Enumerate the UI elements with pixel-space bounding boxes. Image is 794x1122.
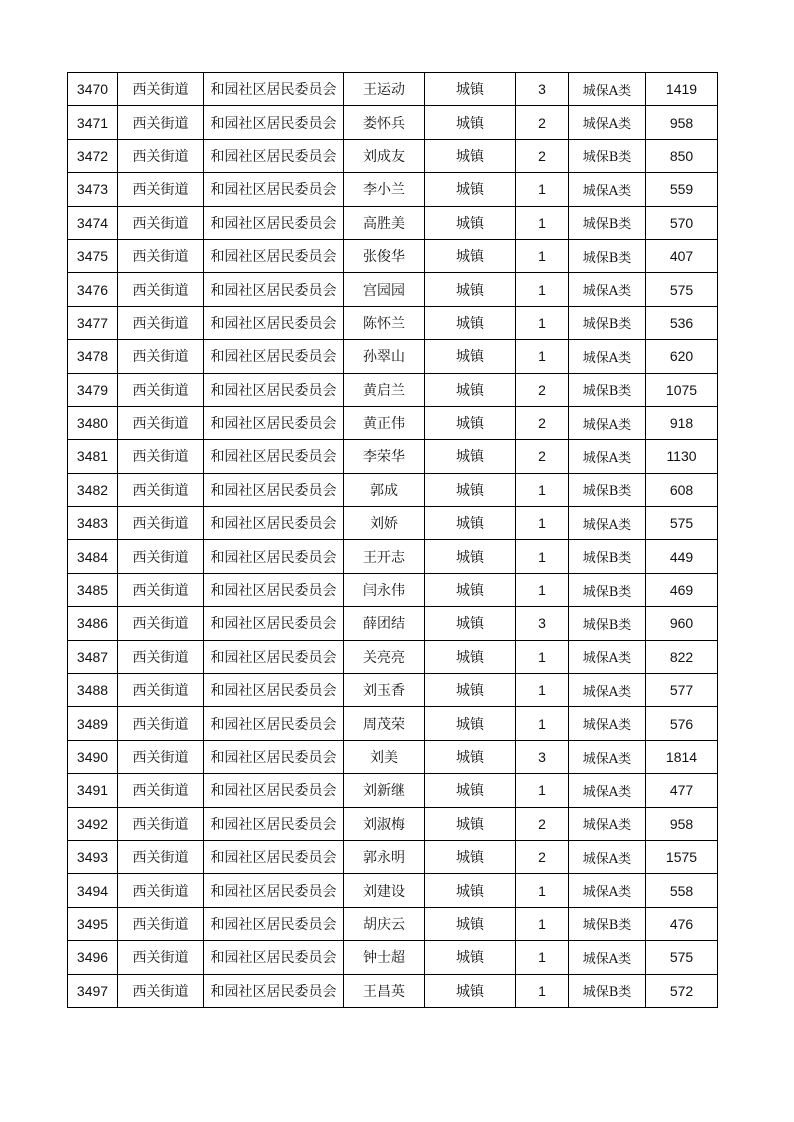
- cell-id: 3480: [68, 406, 118, 439]
- cell-street: 西关街道: [118, 340, 204, 373]
- cell-category: 城保A类: [569, 640, 646, 673]
- cell-id: 3493: [68, 840, 118, 873]
- cell-count: 1: [516, 907, 569, 940]
- table-row: [68, 273, 718, 306]
- cell-name: 郭永明: [344, 840, 425, 873]
- cell-street: 西关街道: [118, 173, 204, 206]
- cell-area: 城镇: [425, 974, 516, 1007]
- table-row: [68, 239, 718, 272]
- table-row: [68, 206, 718, 239]
- cell-committee: 和园社区居民委员会: [204, 941, 344, 974]
- cell-area: 城镇: [425, 573, 516, 606]
- cell-category: 城保A类: [569, 273, 646, 306]
- cell-id: 3481: [68, 440, 118, 473]
- cell-committee: 和园社区居民委员会: [204, 106, 344, 139]
- cell-street: 西关街道: [118, 239, 204, 272]
- cell-count: 1: [516, 573, 569, 606]
- table-row: [68, 373, 718, 406]
- cell-street: 西关街道: [118, 807, 204, 840]
- cell-name: 刘娇: [344, 507, 425, 540]
- cell-name: 宫园园: [344, 273, 425, 306]
- cell-id: 3496: [68, 941, 118, 974]
- cell-amount: 1575: [646, 840, 718, 873]
- cell-area: 城镇: [425, 273, 516, 306]
- cell-count: 3: [516, 740, 569, 773]
- cell-id: 3475: [68, 239, 118, 272]
- cell-area: 城镇: [425, 406, 516, 439]
- cell-committee: 和园社区居民委员会: [204, 640, 344, 673]
- cell-amount: 850: [646, 139, 718, 172]
- cell-category: 城保A类: [569, 674, 646, 707]
- cell-amount: 576: [646, 707, 718, 740]
- cell-category: 城保B类: [569, 974, 646, 1007]
- cell-amount: 575: [646, 273, 718, 306]
- cell-area: 城镇: [425, 774, 516, 807]
- table-row: [68, 874, 718, 907]
- cell-area: 城镇: [425, 807, 516, 840]
- cell-amount: 1419: [646, 73, 718, 106]
- table-row: [68, 139, 718, 172]
- cell-category: 城保B类: [569, 206, 646, 239]
- cell-category: 城保B类: [569, 907, 646, 940]
- cell-name: 钟士超: [344, 941, 425, 974]
- cell-count: 2: [516, 840, 569, 873]
- cell-area: 城镇: [425, 507, 516, 540]
- cell-name: 王开志: [344, 540, 425, 573]
- cell-category: 城保A类: [569, 941, 646, 974]
- cell-amount: 575: [646, 507, 718, 540]
- cell-category: 城保B类: [569, 373, 646, 406]
- cell-name: 刘成友: [344, 139, 425, 172]
- cell-name: 黄正伟: [344, 406, 425, 439]
- cell-amount: 1130: [646, 440, 718, 473]
- cell-category: 城保A类: [569, 507, 646, 540]
- cell-amount: 958: [646, 106, 718, 139]
- cell-amount: 620: [646, 340, 718, 373]
- cell-area: 城镇: [425, 306, 516, 339]
- cell-count: 1: [516, 707, 569, 740]
- cell-name: 关亮亮: [344, 640, 425, 673]
- cell-name: 胡庆云: [344, 907, 425, 940]
- cell-id: 3478: [68, 340, 118, 373]
- cell-id: 3476: [68, 273, 118, 306]
- cell-name: 刘建设: [344, 874, 425, 907]
- cell-name: 李小兰: [344, 173, 425, 206]
- cell-committee: 和园社区居民委员会: [204, 440, 344, 473]
- cell-id: 3494: [68, 874, 118, 907]
- table-row: [68, 941, 718, 974]
- cell-count: 1: [516, 674, 569, 707]
- cell-amount: 958: [646, 807, 718, 840]
- cell-area: 城镇: [425, 840, 516, 873]
- table-row: [68, 540, 718, 573]
- cell-committee: 和园社区居民委员会: [204, 139, 344, 172]
- table-row: [68, 674, 718, 707]
- cell-id: 3470: [68, 73, 118, 106]
- cell-committee: 和园社区居民委员会: [204, 573, 344, 606]
- cell-amount: 558: [646, 874, 718, 907]
- cell-amount: 960: [646, 607, 718, 640]
- cell-committee: 和园社区居民委员会: [204, 239, 344, 272]
- cell-committee: 和园社区居民委员会: [204, 774, 344, 807]
- cell-name: 李荣华: [344, 440, 425, 473]
- cell-street: 西关街道: [118, 707, 204, 740]
- cell-name: 刘玉香: [344, 674, 425, 707]
- table-row: [68, 907, 718, 940]
- cell-id: 3473: [68, 173, 118, 206]
- cell-street: 西关街道: [118, 273, 204, 306]
- cell-area: 城镇: [425, 473, 516, 506]
- cell-area: 城镇: [425, 73, 516, 106]
- table-row: [68, 974, 718, 1007]
- cell-area: 城镇: [425, 139, 516, 172]
- cell-committee: 和园社区居民委员会: [204, 273, 344, 306]
- cell-street: 西关街道: [118, 640, 204, 673]
- cell-id: 3479: [68, 373, 118, 406]
- cell-committee: 和园社区居民委员会: [204, 807, 344, 840]
- records-table: [67, 72, 718, 1008]
- cell-area: 城镇: [425, 640, 516, 673]
- cell-count: 2: [516, 373, 569, 406]
- cell-name: 王昌英: [344, 974, 425, 1007]
- cell-count: 1: [516, 206, 569, 239]
- table-body: [68, 73, 718, 1008]
- cell-area: 城镇: [425, 239, 516, 272]
- cell-id: 3482: [68, 473, 118, 506]
- cell-name: 闫永伟: [344, 573, 425, 606]
- cell-amount: 536: [646, 306, 718, 339]
- cell-name: 孙翠山: [344, 340, 425, 373]
- cell-committee: 和园社区居民委员会: [204, 840, 344, 873]
- cell-committee: 和园社区居民委员会: [204, 73, 344, 106]
- cell-area: 城镇: [425, 373, 516, 406]
- cell-name: 薛团结: [344, 607, 425, 640]
- cell-category: 城保B类: [569, 139, 646, 172]
- cell-street: 西关街道: [118, 874, 204, 907]
- cell-area: 城镇: [425, 106, 516, 139]
- cell-count: 2: [516, 139, 569, 172]
- cell-category: 城保A类: [569, 340, 646, 373]
- table-row: [68, 573, 718, 606]
- cell-street: 西关街道: [118, 740, 204, 773]
- cell-committee: 和园社区居民委员会: [204, 740, 344, 773]
- table-row: [68, 840, 718, 873]
- cell-street: 西关街道: [118, 974, 204, 1007]
- cell-count: 1: [516, 974, 569, 1007]
- cell-count: 2: [516, 406, 569, 439]
- cell-count: 1: [516, 874, 569, 907]
- cell-area: 城镇: [425, 874, 516, 907]
- cell-area: 城镇: [425, 707, 516, 740]
- table-row: [68, 774, 718, 807]
- table-row: [68, 707, 718, 740]
- cell-name: 张俊华: [344, 239, 425, 272]
- table-row: [68, 340, 718, 373]
- cell-id: 3472: [68, 139, 118, 172]
- cell-committee: 和园社区居民委员会: [204, 173, 344, 206]
- cell-id: 3489: [68, 707, 118, 740]
- table-row: [68, 106, 718, 139]
- cell-area: 城镇: [425, 607, 516, 640]
- cell-street: 西关街道: [118, 840, 204, 873]
- cell-area: 城镇: [425, 540, 516, 573]
- cell-amount: 822: [646, 640, 718, 673]
- cell-amount: 559: [646, 173, 718, 206]
- cell-count: 1: [516, 941, 569, 974]
- cell-count: 2: [516, 106, 569, 139]
- cell-area: 城镇: [425, 440, 516, 473]
- cell-count: 1: [516, 273, 569, 306]
- cell-street: 西关街道: [118, 674, 204, 707]
- cell-count: 3: [516, 607, 569, 640]
- cell-name: 刘淑梅: [344, 807, 425, 840]
- cell-count: 3: [516, 73, 569, 106]
- cell-committee: 和园社区居民委员会: [204, 306, 344, 339]
- cell-amount: 449: [646, 540, 718, 573]
- cell-street: 西关街道: [118, 540, 204, 573]
- cell-committee: 和园社区居民委员会: [204, 406, 344, 439]
- cell-committee: 和园社区居民委员会: [204, 607, 344, 640]
- cell-name: 陈怀兰: [344, 306, 425, 339]
- cell-id: 3485: [68, 573, 118, 606]
- cell-area: 城镇: [425, 674, 516, 707]
- cell-count: 1: [516, 540, 569, 573]
- cell-id: 3490: [68, 740, 118, 773]
- table-row: [68, 740, 718, 773]
- table-row: [68, 607, 718, 640]
- cell-id: 3488: [68, 674, 118, 707]
- cell-amount: 570: [646, 206, 718, 239]
- table-row: [68, 173, 718, 206]
- cell-committee: 和园社区居民委员会: [204, 907, 344, 940]
- cell-committee: 和园社区居民委员会: [204, 540, 344, 573]
- cell-area: 城镇: [425, 206, 516, 239]
- cell-id: 3474: [68, 206, 118, 239]
- cell-category: 城保A类: [569, 874, 646, 907]
- cell-name: 黄启兰: [344, 373, 425, 406]
- cell-street: 西关街道: [118, 573, 204, 606]
- cell-id: 3497: [68, 974, 118, 1007]
- cell-committee: 和园社区居民委员会: [204, 373, 344, 406]
- cell-area: 城镇: [425, 740, 516, 773]
- cell-id: 3484: [68, 540, 118, 573]
- cell-name: 刘新继: [344, 774, 425, 807]
- table-row: [68, 507, 718, 540]
- cell-street: 西关街道: [118, 907, 204, 940]
- cell-category: 城保B类: [569, 473, 646, 506]
- cell-id: 3491: [68, 774, 118, 807]
- cell-amount: 918: [646, 406, 718, 439]
- cell-street: 西关街道: [118, 607, 204, 640]
- cell-category: 城保B类: [569, 239, 646, 272]
- cell-area: 城镇: [425, 340, 516, 373]
- cell-category: 城保A类: [569, 740, 646, 773]
- cell-amount: 575: [646, 941, 718, 974]
- cell-category: 城保A类: [569, 440, 646, 473]
- cell-street: 西关街道: [118, 507, 204, 540]
- cell-id: 3486: [68, 607, 118, 640]
- cell-committee: 和园社区居民委员会: [204, 507, 344, 540]
- table-row: [68, 73, 718, 106]
- table-row: [68, 306, 718, 339]
- cell-street: 西关街道: [118, 774, 204, 807]
- cell-count: 1: [516, 306, 569, 339]
- cell-committee: 和园社区居民委员会: [204, 974, 344, 1007]
- cell-amount: 608: [646, 473, 718, 506]
- cell-count: 1: [516, 640, 569, 673]
- cell-name: 王运动: [344, 73, 425, 106]
- cell-committee: 和园社区居民委员会: [204, 340, 344, 373]
- cell-count: 2: [516, 807, 569, 840]
- cell-street: 西关街道: [118, 440, 204, 473]
- cell-committee: 和园社区居民委员会: [204, 473, 344, 506]
- cell-amount: 1814: [646, 740, 718, 773]
- cell-count: 2: [516, 440, 569, 473]
- cell-amount: 407: [646, 239, 718, 272]
- cell-street: 西关街道: [118, 941, 204, 974]
- cell-count: 1: [516, 239, 569, 272]
- table-row: [68, 406, 718, 439]
- cell-category: 城保B类: [569, 540, 646, 573]
- cell-street: 西关街道: [118, 406, 204, 439]
- cell-amount: 577: [646, 674, 718, 707]
- cell-committee: 和园社区居民委员会: [204, 874, 344, 907]
- cell-area: 城镇: [425, 941, 516, 974]
- cell-street: 西关街道: [118, 206, 204, 239]
- cell-category: 城保A类: [569, 774, 646, 807]
- cell-category: 城保A类: [569, 406, 646, 439]
- cell-id: 3483: [68, 507, 118, 540]
- cell-area: 城镇: [425, 907, 516, 940]
- cell-count: 1: [516, 340, 569, 373]
- cell-name: 高胜美: [344, 206, 425, 239]
- cell-name: 郭成: [344, 473, 425, 506]
- table-row: [68, 640, 718, 673]
- cell-count: 1: [516, 173, 569, 206]
- cell-count: 1: [516, 774, 569, 807]
- cell-category: 城保A类: [569, 173, 646, 206]
- cell-id: 3471: [68, 106, 118, 139]
- cell-name: 周茂荣: [344, 707, 425, 740]
- cell-amount: 477: [646, 774, 718, 807]
- cell-committee: 和园社区居民委员会: [204, 707, 344, 740]
- cell-street: 西关街道: [118, 73, 204, 106]
- cell-category: 城保A类: [569, 73, 646, 106]
- table-row: [68, 807, 718, 840]
- cell-street: 西关街道: [118, 106, 204, 139]
- cell-id: 3477: [68, 306, 118, 339]
- cell-amount: 572: [646, 974, 718, 1007]
- cell-street: 西关街道: [118, 306, 204, 339]
- cell-committee: 和园社区居民委员会: [204, 674, 344, 707]
- cell-amount: 476: [646, 907, 718, 940]
- cell-category: 城保A类: [569, 707, 646, 740]
- cell-name: 娄怀兵: [344, 106, 425, 139]
- cell-id: 3495: [68, 907, 118, 940]
- cell-street: 西关街道: [118, 373, 204, 406]
- cell-count: 1: [516, 473, 569, 506]
- cell-category: 城保B类: [569, 573, 646, 606]
- cell-category: 城保A类: [569, 807, 646, 840]
- cell-name: 刘美: [344, 740, 425, 773]
- cell-area: 城镇: [425, 173, 516, 206]
- cell-committee: 和园社区居民委员会: [204, 206, 344, 239]
- cell-count: 1: [516, 507, 569, 540]
- cell-category: 城保A类: [569, 840, 646, 873]
- cell-amount: 469: [646, 573, 718, 606]
- cell-street: 西关街道: [118, 473, 204, 506]
- cell-amount: 1075: [646, 373, 718, 406]
- table-row: [68, 473, 718, 506]
- cell-category: 城保A类: [569, 106, 646, 139]
- cell-category: 城保B类: [569, 306, 646, 339]
- cell-street: 西关街道: [118, 139, 204, 172]
- cell-id: 3487: [68, 640, 118, 673]
- cell-category: 城保B类: [569, 607, 646, 640]
- table-row: [68, 440, 718, 473]
- cell-id: 3492: [68, 807, 118, 840]
